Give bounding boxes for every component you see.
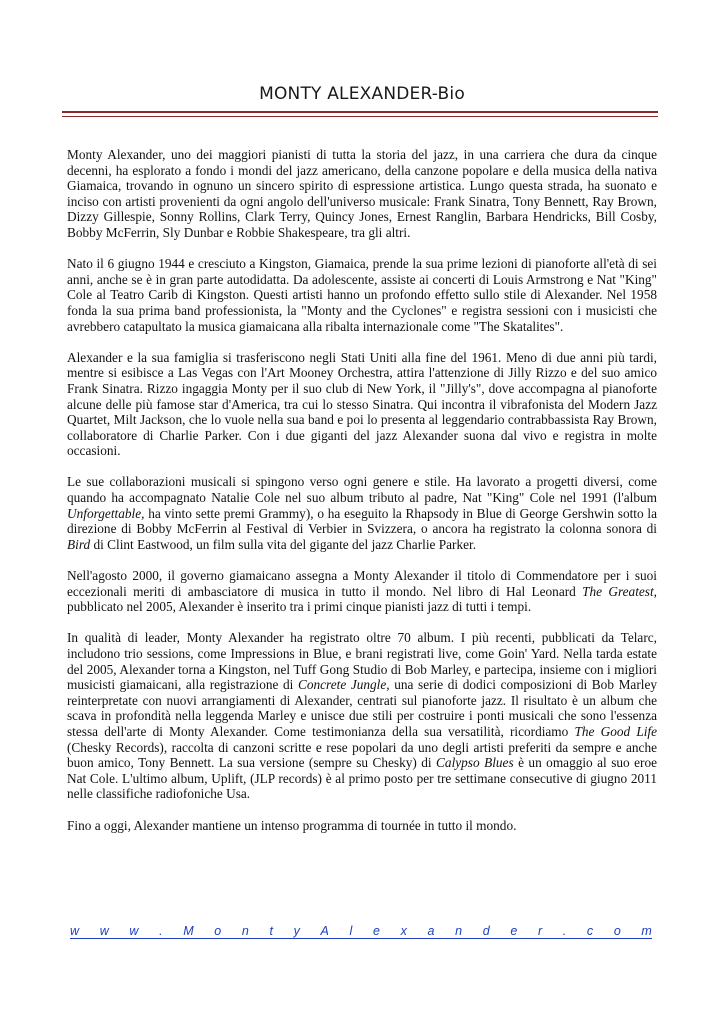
footer-link-letter: d (482, 924, 490, 938)
text-run: Alexander e la sua famiglia si trasferiscono negli Stati Uniti alla fine del 1961. Meno di due anni più tardi, mentre si esibisce a Las Vegas con l'Art Mooney Orchestra, attira l'attenzione di Jilly Rizzo e del suo amico Frank Sinatra. Rizzo ingaggia Monty per il suo club di New York, il "Jilly's", dove accompagna al pianoforte alcune delle più famose star d'America, tra cui lo stesso Sinatra. Qui incontra il vibrafonista del Modern Jazz Quartet, Milt Jackson, che lo vuole nella sua band e poi lo presenta al leggendario contrabbassista Ray Brown, collaboratore di Charlie Parker. Con i due giganti del jazz Alexander suona dal vivo e registra in molte occasioni. (67, 349, 657, 459)
body-paragraph (67, 818, 657, 834)
body-paragraph (67, 568, 657, 615)
body-paragraph (67, 474, 657, 552)
footer-link-letter: y (293, 924, 300, 938)
footer-link-letter: n (241, 924, 249, 938)
body-paragraph (67, 630, 657, 802)
italic-title: Unforgettable, (67, 505, 145, 521)
website-link[interactable] (70, 922, 652, 939)
italic-title: The Greatest, (582, 583, 657, 599)
footer-link-letter: A (320, 924, 329, 938)
footer-link-letter: l (349, 924, 353, 938)
text-run: (Chesky Records), raccolta di canzoni scritte e rese popolari da uno degli artisti preferiti da sempre e anche buon amico, Tony Bennett. La sua versione (sempre su Chesky) di (67, 739, 657, 771)
italic-title: Concrete Jungle, (297, 677, 390, 693)
footer-link-letter: o (214, 924, 222, 938)
body-paragraph (67, 256, 657, 334)
italic-title: Bird (67, 536, 91, 552)
text-run: In qualità di leader, Monty Alexander ha registrato oltre 70 album. I più recenti, pubblicati da Telarc, includono trio sessions, come Impressions in Blue, e brani registrati live, come Goin' Yard. Nella tarda estate del 2005, Alexander torna a Kingston, nel Tuff Gong Studio di Bob Marley, e partecipa, insieme con i migliori musicisti giamaicani, alla registrazione di (67, 630, 657, 693)
footer-link-letter: a (427, 924, 435, 938)
footer-link-letter: . (562, 924, 567, 938)
text-run: Nell'agosto 2000, il governo giamaicano assegna a Monty Alexander il titolo di Commendatore per i suoi eccezionali meriti di ambasciatore di musica in tutto il mondo. Nel libro di Hal Leonard (67, 568, 657, 599)
text-run: una serie di dodici composizioni di Bob Marley reinterpretate con nuovi arrangiamenti di Alexander, centrati sul pianoforte jazz. Il risultato è un album che scava in profondità nella leggenda Marley e unisce due stili per costruire i ponti musicali che sono l'essenza stessa dell'arte di Monty Alexander. Come testimonianza della sua versatilità, ricordiamo (67, 677, 657, 739)
text-run: ha vinto sette premi Grammy), o ha eseguito la Rhapsody in Blue di George Gershwin sotto la direzione di Bobby McFerrin al Festival di Verbier in Svizzera, o ancora ha registrato la colonna sonora di (67, 505, 657, 537)
text-run: Monty Alexander, uno dei maggiori pianisti di tutta la storia del jazz, in una carriera che dura da cinque decenni, ha esplorato a fondo i mondi del jazz americano, della canzone popolare e della musica della nativa Giamaica, trovando in ognuno un sincero spirito di espressione artistica. Lungo questa strada, ha suonato e inciso con artisti provenienti da ogni angolo dell'universo musicale: Frank Sinatra, Tony Bennett, Ray Brown, Dizzy Gillespie, Sonny Rollins, Clark Terry, Quincy Jones, Ernest Ranglin, Barbara Hendricks, Bill Cosby, Bobby McFerrin, Sly Dunbar e Robbie Shakespeare, tra gli altri. (67, 147, 657, 240)
title-rule-thin (62, 116, 658, 117)
body-paragraph (67, 147, 657, 241)
footer-link-letter: r (537, 924, 543, 938)
body-paragraph (67, 350, 657, 459)
footer-link-letter: . (159, 924, 163, 938)
text-run: Nato il 6 giugno 1944 e cresciuto a Kingston, Giamaica, prende la sua prime lezioni di pianoforte all'età di sei anni, anche se è in gran parte autodidatta. Da adolescente, assiste ai concerti di Louis Armstrong e Nat "King" Cole al Teatro Carib di Kingston. Questi artisti hanno un profondo effetto sullo stile di Alexander. Nel 1958 fonda la sua prima band professionista, la "Monty and the Cyclones" e registra sessioni con i musicisti che avrebbero catapultato la musica giamaicana alla ribalta internazionale come "The Skatalites". (67, 256, 657, 334)
footer-link-letter: w (70, 924, 80, 938)
text-run: Le sue collaborazioni musicali si spingono verso ogni genere e stile. Ha lavorato a progetti diversi, come quando ha accompagnato Natalie Cole nel suo album tributo al padre, Nat "King" Cole nel 1991 (l'album (67, 474, 657, 506)
footer-link-letter: x (400, 924, 407, 938)
text-run: Fino a oggi, Alexander mantiene un intenso programma di tournée in tutto il mondo. (67, 817, 517, 833)
footer-link-letter: n (455, 924, 463, 938)
footer-link-letter: m (641, 924, 652, 938)
footer-link-letter: w (99, 924, 109, 938)
footer-link-letter: o (613, 924, 621, 938)
text-run: di Clint Eastwood, un film sulla vita del gigante del jazz Charlie Parker. (90, 536, 477, 552)
document-body (67, 147, 657, 849)
footer-link-letter: w (129, 924, 139, 938)
italic-title: The Good Life (574, 723, 658, 739)
text-run: pubblicato nel 2005, Alexander è inserito tra i primi cinque pianisti jazz di tutti i tempi. (67, 599, 532, 615)
footer-link-letter: e (510, 924, 518, 938)
title-rule-thick (62, 111, 658, 113)
document-title: MONTY ALEXANDER-Bio (259, 84, 465, 104)
footer-link-letter: c (586, 924, 594, 938)
footer-link-letter: t (269, 924, 273, 938)
italic-title: Calypso Blues (436, 755, 514, 771)
footer-link-letter: e (372, 924, 380, 938)
text-run: è un omaggio al suo eroe Nat Cole. L'ultimo album, Uplift, (JLP records) è al primo posto per tre settimane consecutive di giugno 2011 nelle classifiche radiofoniche Usa. (67, 755, 657, 802)
footer-link-letter: M (183, 924, 194, 938)
